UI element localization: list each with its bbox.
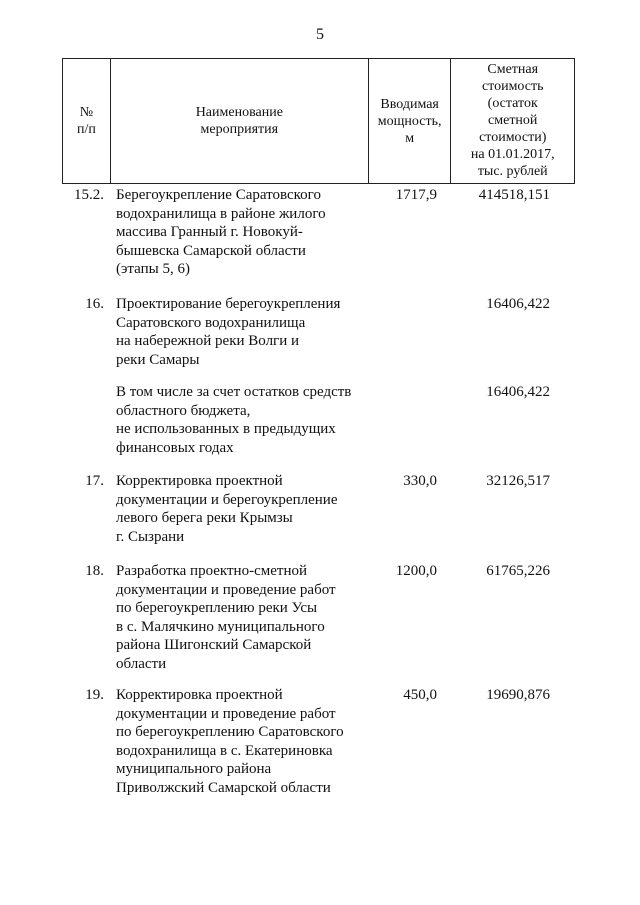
- row-name: В том числе за счет остатков средств областного бюджета, не использованных в предыдущих финансовых годах: [116, 384, 352, 456]
- table-header: [62, 58, 575, 184]
- row-name: Корректировка проектной документации и проведение работ по берегоукреплению Саратовского водохранилища в с. Екатериновка муниципального района Приволжский Самарской области: [116, 687, 344, 796]
- row-name: Корректировка проектной документации и берегоукрепление левого берега реки Крымзы г. Сызрани: [116, 473, 338, 545]
- row-cost: 414518,151: [478, 187, 550, 203]
- row-name: Берегоукрепление Саратовского водохранилища в районе жилого массива Гранный г. Новокуй- бышевска Самарской области (этапы 5, 6): [116, 187, 326, 277]
- row-number: 15.2.: [74, 187, 104, 203]
- row-cost: 16406,422: [486, 384, 550, 400]
- row-cost: 61765,226: [486, 563, 550, 579]
- row-name: Проектирование берегоукрепления Саратовского водохранилища на набережной реки Волги и реки Самары: [116, 296, 341, 368]
- row-capacity: 330,0: [403, 473, 437, 489]
- row-number: 18.: [85, 563, 104, 579]
- row-capacity: 1200,0: [395, 563, 437, 579]
- row-number: 19.: [85, 687, 104, 703]
- header-capacity: Вводимая мощность, м: [369, 59, 452, 183]
- page-number: 5: [316, 26, 324, 43]
- header-number: № п/п: [63, 59, 111, 183]
- row-name: Разработка проектно-сметной документации и проведение работ по берегоукреплению реки Усы в с. Малячкино муниципального района Шигонский Самарской области: [116, 563, 336, 672]
- header-cost: Сметная стоимость (остаток сметной стоимости) на 01.01.2017, тыс. рублей: [470, 62, 555, 179]
- row-number: 16.: [85, 296, 104, 312]
- row-capacity: 1717,9: [395, 187, 437, 203]
- row-cost: 19690,876: [486, 687, 550, 703]
- header-name: Наименование мероприятия: [111, 59, 369, 183]
- row-cost: 32126,517: [486, 473, 550, 489]
- row-number: 17.: [85, 473, 104, 489]
- row-capacity: 450,0: [403, 687, 437, 703]
- row-cost: 16406,422: [486, 296, 550, 312]
